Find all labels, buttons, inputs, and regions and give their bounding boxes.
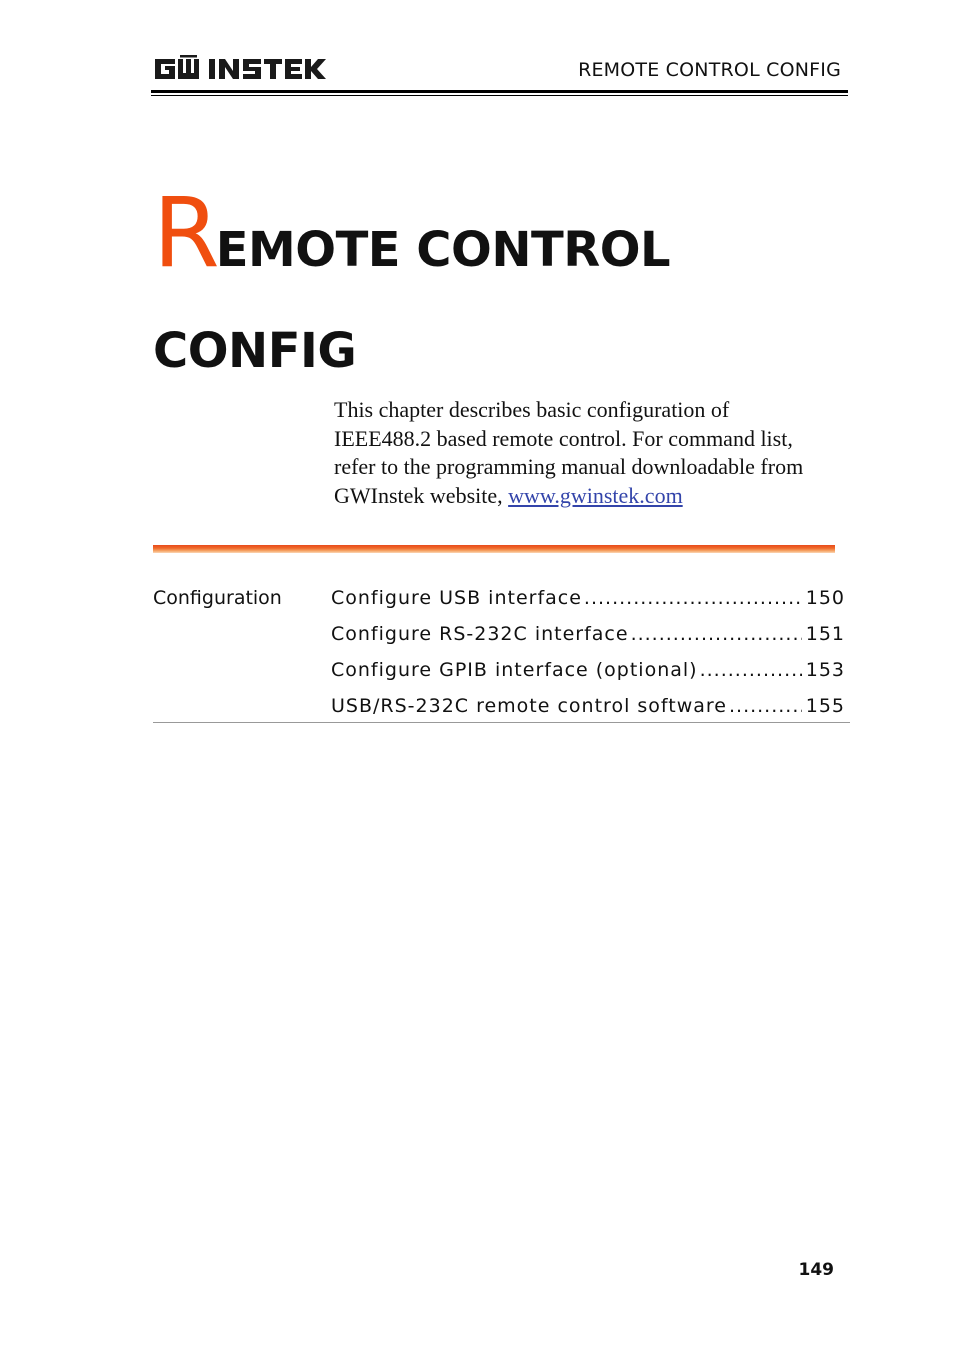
- gw-instek-logo: [153, 55, 328, 83]
- toc-leader-dots: [631, 623, 802, 645]
- toc-entry-label: USB/RS-232C remote control software: [331, 695, 727, 717]
- toc-entry[interactable]: [331, 623, 845, 653]
- toc-leader-dots: [729, 695, 802, 717]
- toc-entry-page: 153: [805, 659, 845, 681]
- toc-leader-dots: [700, 659, 802, 681]
- header-rule-thick: [151, 90, 848, 93]
- chapter-intro-text: This chapter describes basic configuration of IEEE488.2 based remote control. For command list, refer to the programming manual downloadable from GWInstek website,: [334, 397, 804, 508]
- toc-entry[interactable]: [331, 695, 845, 725]
- toc-leader-dots: [584, 587, 802, 609]
- chapter-title-line2: CONFIG: [153, 323, 357, 379]
- chapter-title-line1: [153, 177, 853, 289]
- toc-entry-label: Configure RS-232C interface: [331, 623, 629, 645]
- chapter-divider: [153, 545, 835, 553]
- chapter-title: [153, 177, 853, 379]
- toc-entry-label: Configure USB interface: [331, 587, 582, 609]
- chapter-intro: [334, 396, 824, 510]
- toc-entry-label: Configure GPIB interface (optional): [331, 659, 698, 681]
- chapter-title-initial: R: [153, 177, 216, 289]
- toc-bottom-rule: [153, 722, 850, 723]
- website-link[interactable]: www.gwinstek.com: [508, 482, 683, 508]
- running-header-title: REMOTE CONTROL CONFIG: [578, 59, 841, 81]
- header-rule-thin: [151, 95, 848, 96]
- toc-entry-page: 151: [805, 623, 845, 645]
- toc-entry-page: 155: [805, 695, 845, 717]
- chapter-title-rest: EMOTE CONTROL: [215, 222, 671, 278]
- toc-section-label: Configuration: [153, 587, 282, 609]
- toc-entry[interactable]: [331, 587, 845, 617]
- page-number: 149: [798, 1260, 834, 1280]
- toc-entry-page: 150: [805, 587, 845, 609]
- toc-entry[interactable]: [331, 659, 845, 689]
